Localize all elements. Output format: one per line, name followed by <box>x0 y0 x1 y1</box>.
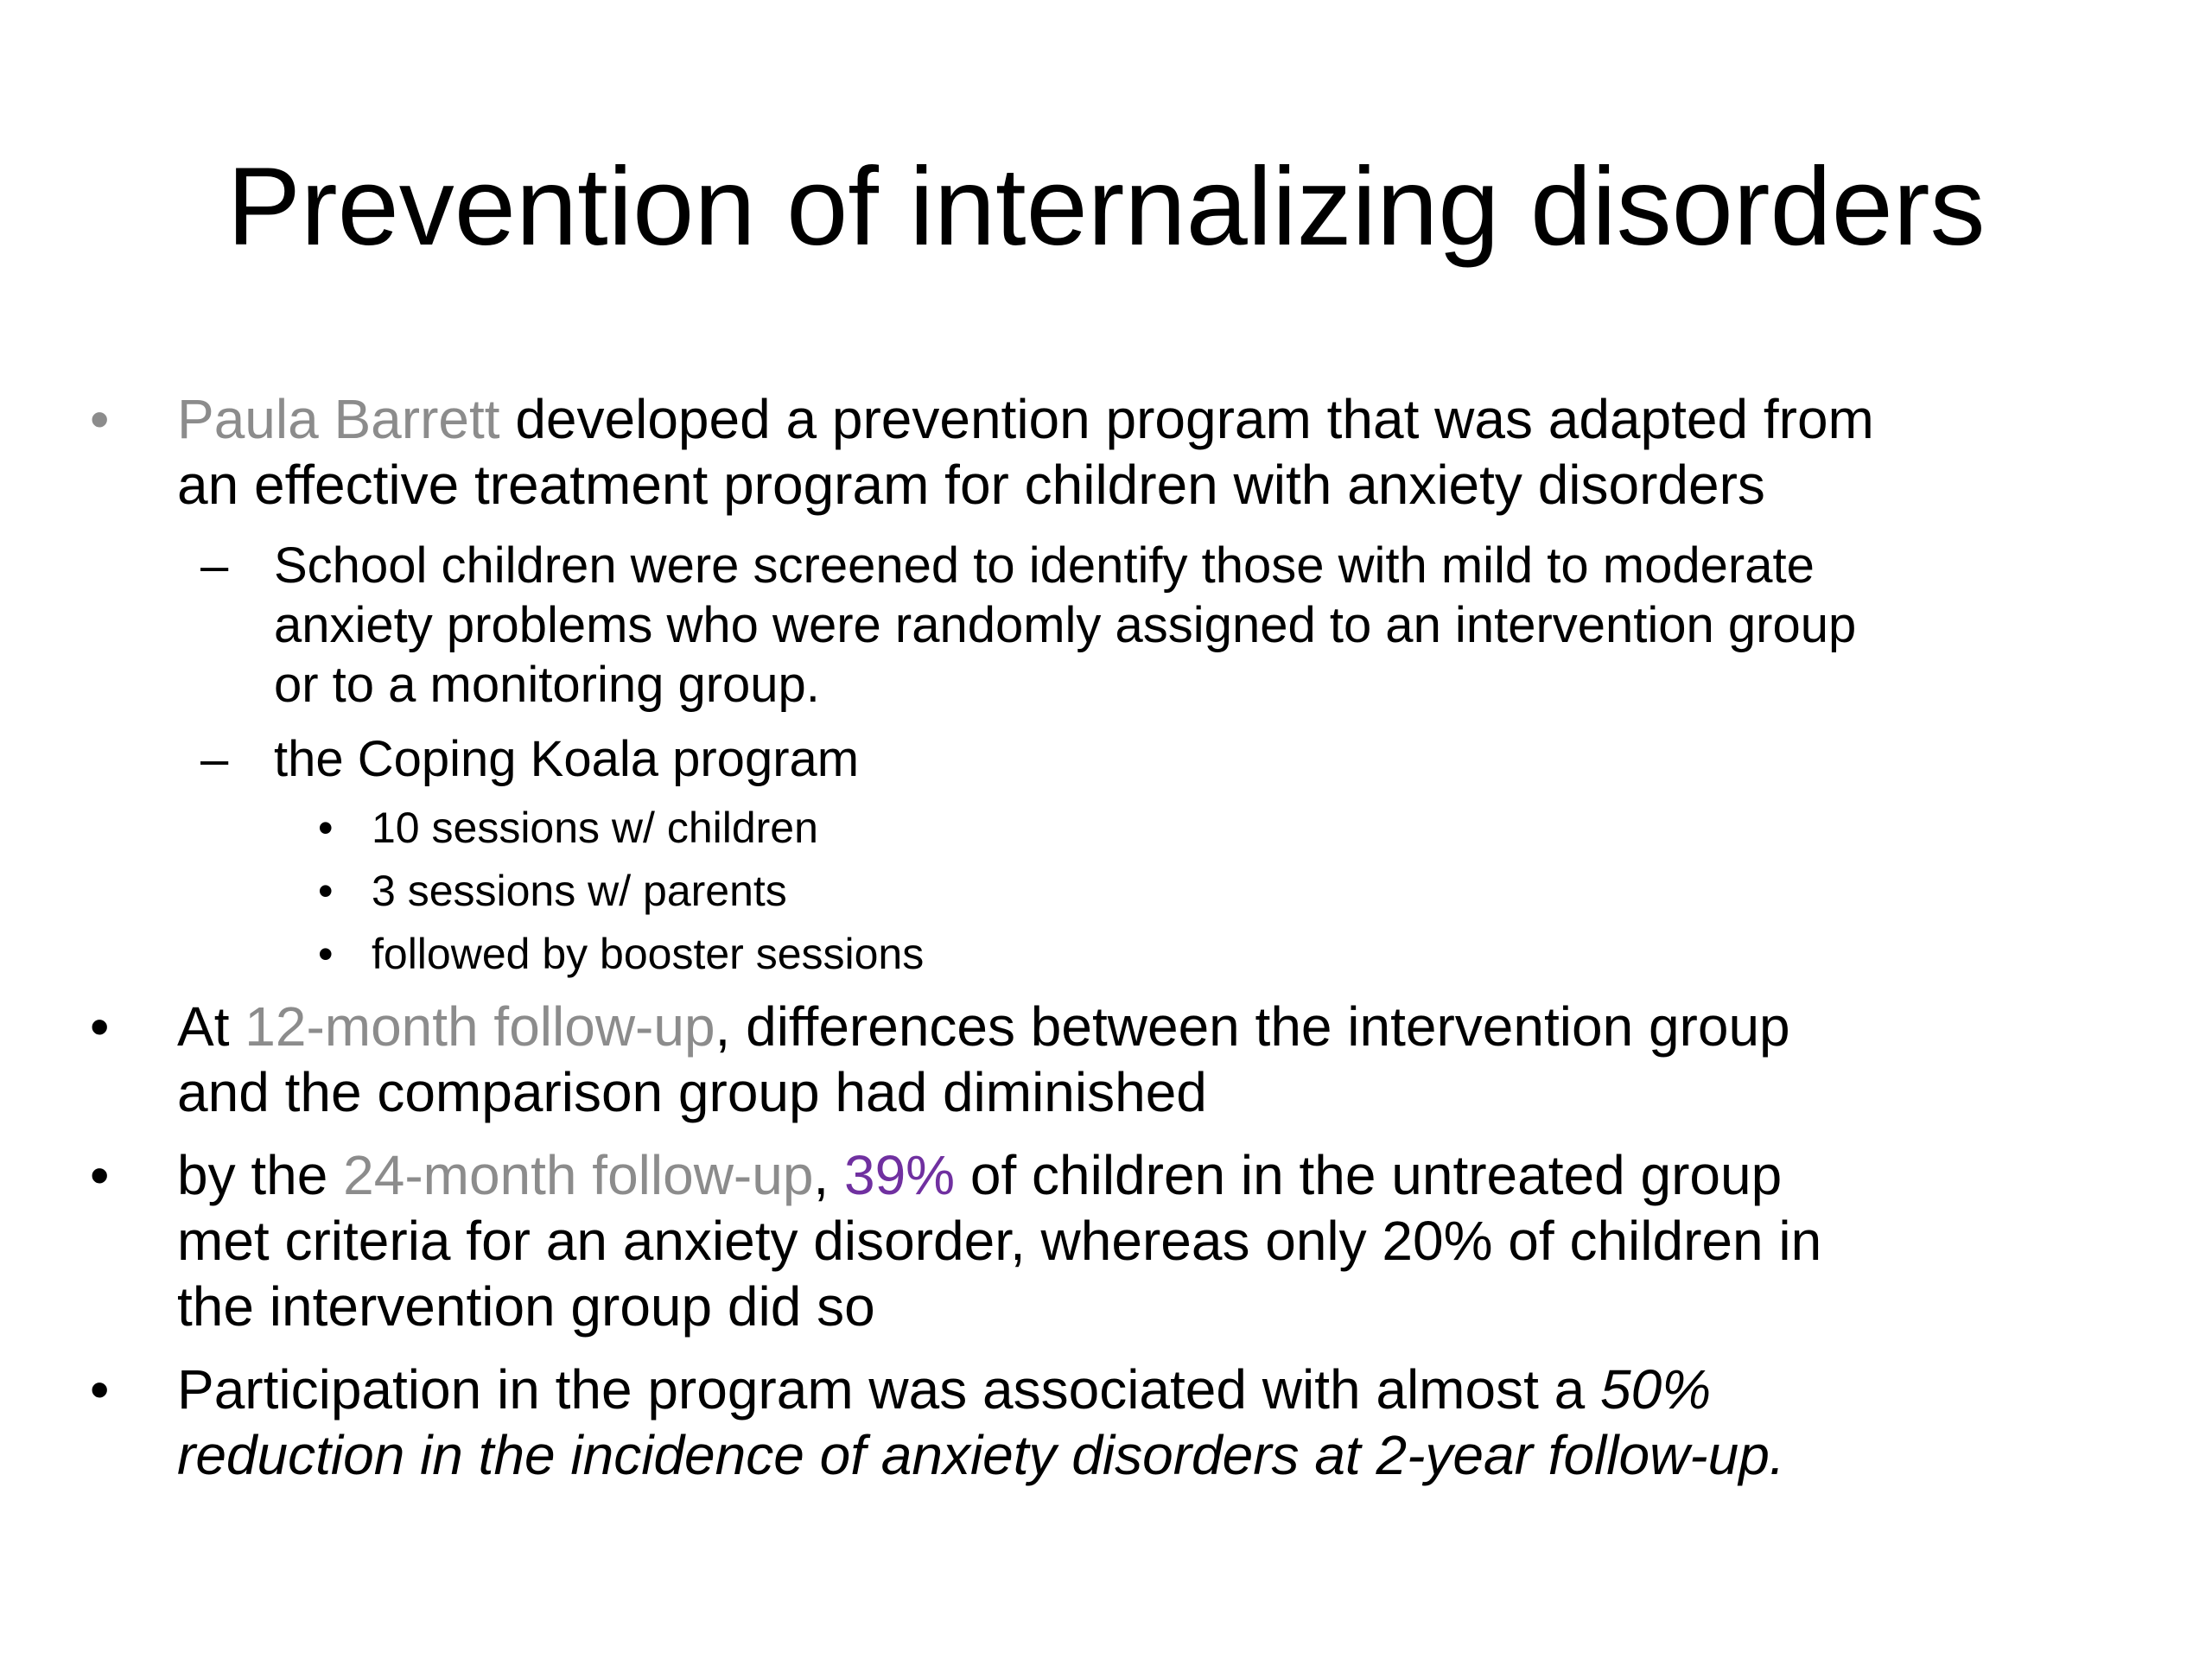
bullet-marker: • <box>90 995 110 1058</box>
bullet-text-part: , <box>813 1144 844 1206</box>
bullet-marker: • <box>318 804 334 852</box>
sub-bullet-text <box>274 536 2106 715</box>
italic-emphasis: 50% <box>1600 1358 1712 1421</box>
bullet-marker: • <box>90 388 110 450</box>
highlight-percent: 39% <box>843 1144 956 1206</box>
sub-sub-bullet-text: 3 sessions w/ parents <box>372 867 787 915</box>
bullet-line: an effective treatment program for children with anxiety disorders <box>177 454 1765 516</box>
highlight-name: Paula Barrett <box>177 388 500 450</box>
bullet-line <box>177 1357 2156 1422</box>
slide-title: Prevention of internalizing disorders <box>226 145 1986 269</box>
bullet-text-part: of children in the untreated group <box>955 1144 1783 1206</box>
dash-marker: – <box>200 731 229 787</box>
highlight-follow-up: 24-month follow-up <box>343 1144 814 1206</box>
bullet-text-part: At <box>177 995 245 1058</box>
sub-sub-bullet-text: 10 sessions w/ children <box>372 804 818 852</box>
bullet-line: and the comparison group had diminished <box>177 1061 1207 1123</box>
sub-bullet-line: anxiety problems who were randomly assigned to an intervention group <box>274 597 1857 653</box>
highlight-follow-up: 12-month follow-up <box>245 995 715 1058</box>
bullet-text-part: , differences between the intervention group <box>715 995 1790 1058</box>
bullet-marker: • <box>318 930 334 978</box>
bullet-line-italic: reduction in the incidence of anxiety disorders at 2-year follow-up. <box>177 1424 1785 1486</box>
bullet-marker: • <box>318 867 334 915</box>
bullet-line: met criteria for an anxiety disorder, whereas only 20% of children in <box>177 1210 1822 1272</box>
bullet-text <box>177 994 2156 1125</box>
bullet-marker: • <box>90 1358 110 1421</box>
sub-bullet-line: School children were screened to identify those with mild to moderate <box>274 537 1815 594</box>
bullet-text-part: by the <box>177 1144 344 1206</box>
bullet-text <box>177 1142 2156 1339</box>
dash-marker: – <box>200 537 229 594</box>
bullet-line <box>177 1142 2156 1208</box>
bullet-text-part: developed a prevention program that was adapted from <box>499 388 1874 450</box>
bullet-line: the intervention group did so <box>177 1275 875 1338</box>
bullet-line <box>177 386 2156 452</box>
sub-bullet-line: the Coping Koala program <box>274 731 860 787</box>
bullet-marker: • <box>90 1144 110 1206</box>
sub-bullet-text <box>274 729 2106 789</box>
bullet-text <box>177 386 2156 518</box>
bullet-text-part: Participation in the program was associated with almost a <box>177 1358 1600 1421</box>
sub-bullet-line: or to a monitoring group. <box>274 657 820 713</box>
bullet-line <box>177 994 2156 1059</box>
bullet-text <box>177 1357 2156 1488</box>
sub-sub-bullet-text: followed by booster sessions <box>372 930 925 978</box>
